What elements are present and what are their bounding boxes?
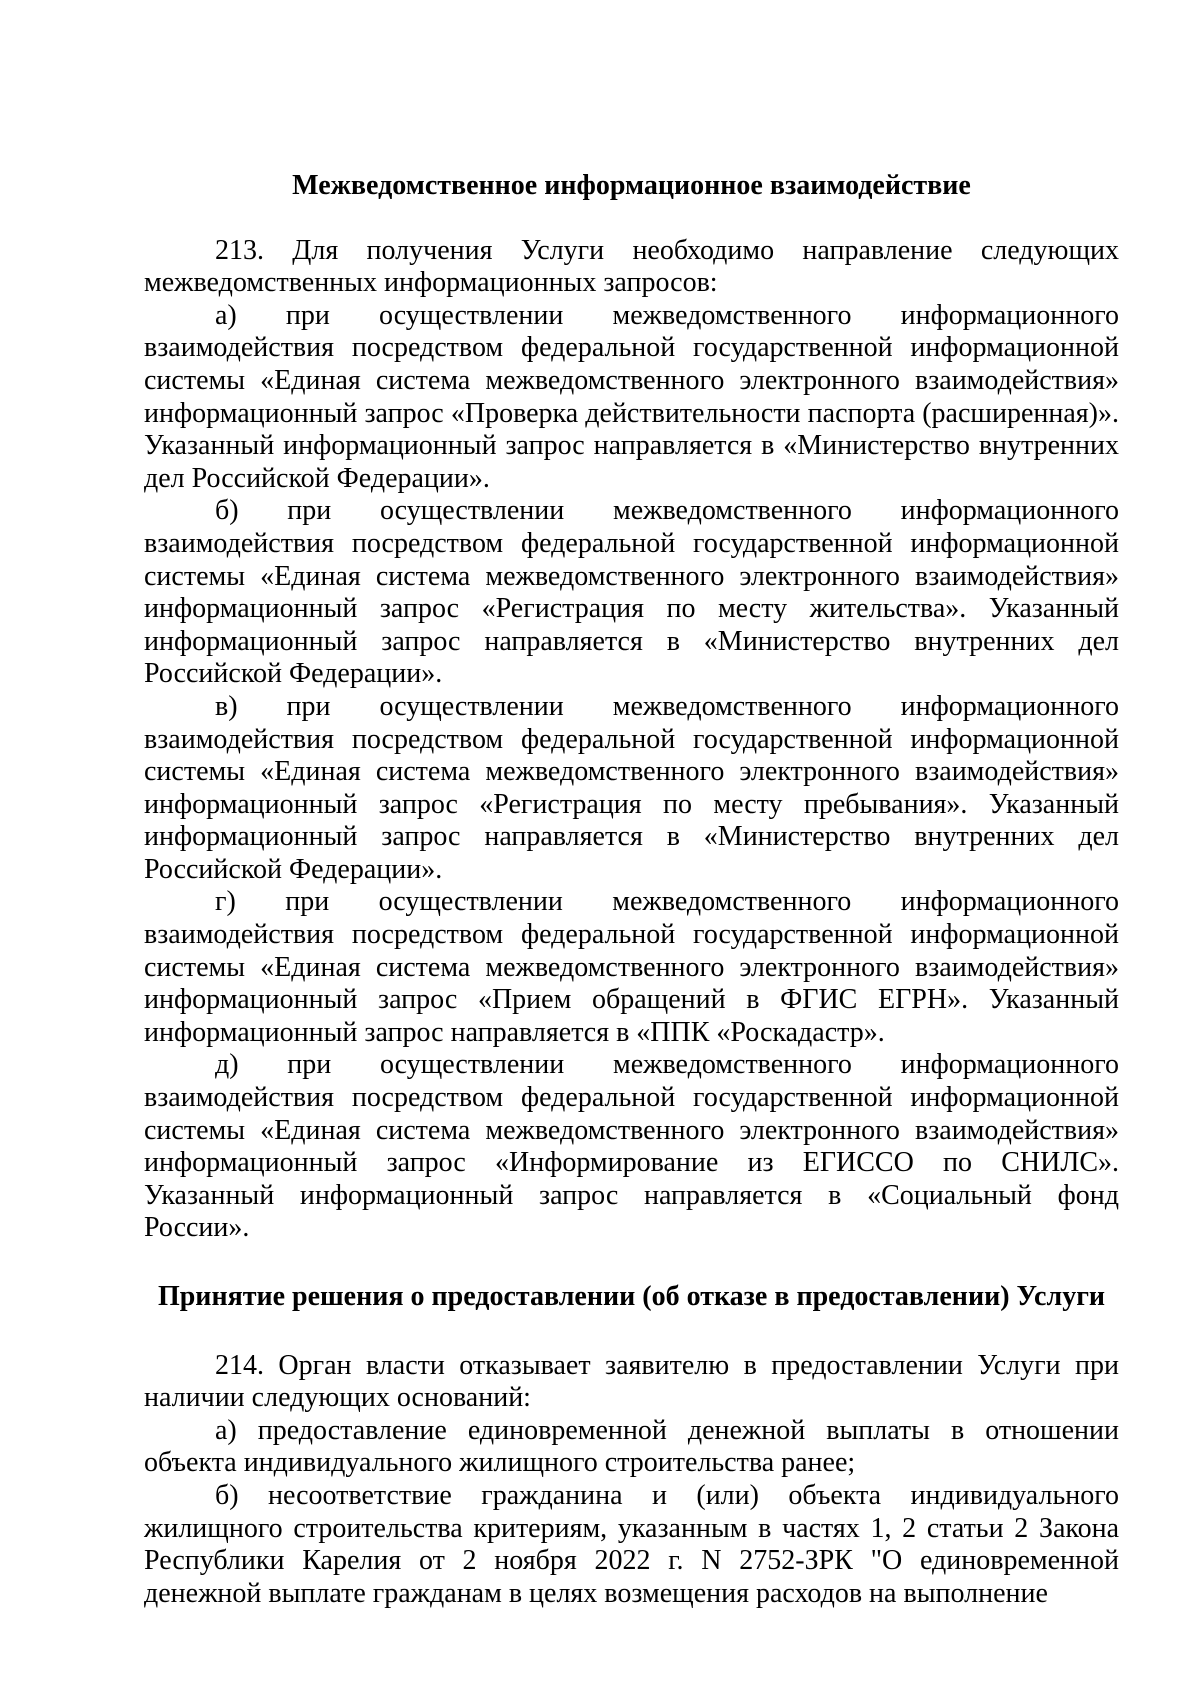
paragraph-214-b: б) несоответствие гражданина и (или) объекта индивидуального жилищного строительства критериям, указанным в частях 1, 2 статьи 2 Закона Республики Карелия от 2 ноября 2022 г. N 2752-ЗРК "О единовременной денежной выплате гражданам в целях возмещения расходов на выполнение bbox=[144, 1479, 1119, 1609]
paragraph-213-g: г) при осуществлении межведомственного информационного взаимодействия посредством федеральной государственной информационной системы «Единая система межведомственного электронного взаимодействия» информационный запрос «Прием обращений в ФГИС ЕГРН». Указанный информационный запрос направляется в «ППК «Роскадастр». bbox=[144, 886, 1119, 1048]
paragraph-213-d: д) при осуществлении межведомственного информационного взаимодействия посредством федеральной государственной информационной системы «Единая система межведомственного электронного взаимодействия» информационный запрос «Информирование из ЕГИССО по СНИЛС». Указанный информационный запрос направляется в «Социальный фонд России». bbox=[144, 1049, 1119, 1244]
paragraph-213-b: б) при осуществлении межведомственного информационного взаимодействия посредством федеральной государственной информационной системы «Единая система межведомственного электронного взаимодействия» информационный запрос «Регистрация по месту жительства». Указанный информационный запрос направляется в «Министерство внутренних дел Российской Федерации». bbox=[144, 495, 1119, 690]
paragraph-213-v: в) при осуществлении межведомственного информационного взаимодействия посредством федеральной государственной информационной системы «Единая система межведомственного электронного взаимодействия» информационный запрос «Регистрация по месту пребывания». Указанный информационный запрос направляется в «Министерство внутренних дел Российской Федерации». bbox=[144, 690, 1119, 885]
section-heading-interagency: Межведомственное информационное взаимодействие bbox=[292, 170, 971, 201]
paragraph-214: 214. Орган власти отказывает заявителю в предоставлении Услуги при наличии следующих оснований: bbox=[144, 1349, 1119, 1414]
paragraph-213-a: а) при осуществлении межведомственного информационного взаимодействия посредством федеральной государственной информационной системы «Единая система межведомственного электронного взаимодействия» информационный запрос «Проверка действительности паспорта (расширенная)». Указанный информационный запрос направляется в «Министерство внутренних дел Российской Федерации». bbox=[144, 299, 1119, 494]
paragraph-213: 213. Для получения Услуги необходимо направление следующих межведомственных информационных запросов: bbox=[144, 234, 1119, 299]
document-body bbox=[144, 170, 1119, 1610]
section-heading-decision: Принятие решения о предоставлении (об отказе в предоставлении) Услуги bbox=[157, 1281, 1106, 1312]
paragraph-214-a: а) предоставление единовременной денежной выплаты в отношении объекта индивидуального жилищного строительства ранее; bbox=[144, 1414, 1119, 1479]
